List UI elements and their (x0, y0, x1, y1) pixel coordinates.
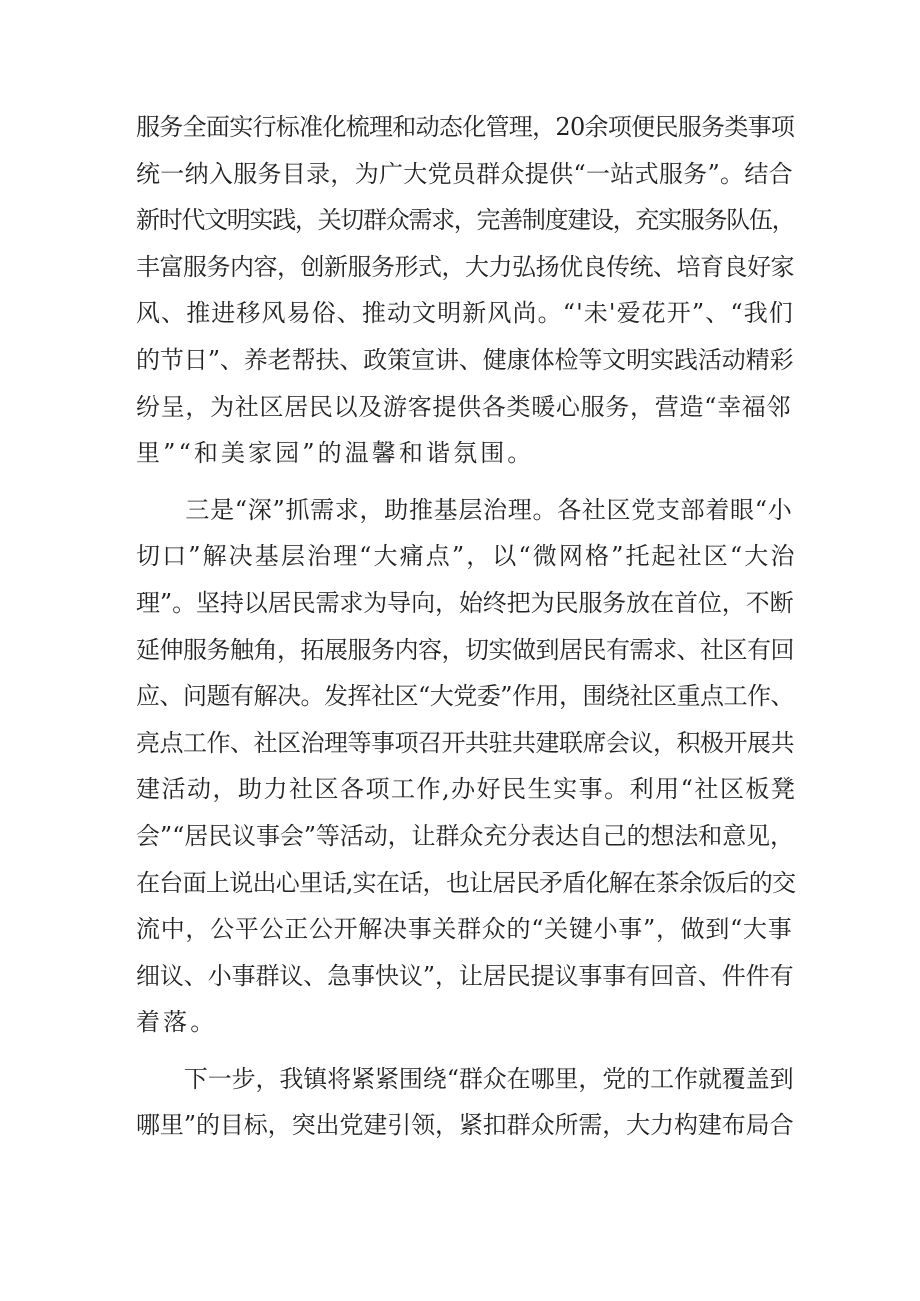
text-line: 流中，公平公正公开解决事关群众的“关键小事”，做到“大事 (136, 915, 793, 944)
text-line: 服务全面实行标准化梳理和动态化管理，20余项便民服务类事项 (136, 113, 795, 141)
text-line: 建活动，助力社区各项工作,办好民生实事。利用“社区板凳 (136, 775, 797, 804)
text-line: 延伸服务触角，拓展服务内容，切实做到居民有需求、社区有回 (136, 635, 794, 664)
text-line: 亮点工作、社区治理等事项召开共驻共建联席会议，积极开展共 (136, 728, 794, 757)
text-line: 风、推进移风易俗、推动文明新风尚。“'未'爱花开”、“我们 (136, 299, 794, 328)
text-line: 着落。 (136, 1008, 218, 1037)
text-line: 理”。坚持以居民需求为导向，始终把为民服务放在首位，不断 (136, 588, 794, 617)
text-line: 在台面上说出心里话,实在话，也让居民矛盾化解在茶余饭后的交 (136, 868, 796, 897)
paragraph-spacer (136, 1046, 796, 1056)
text-line: 里”“和美家园”的温馨和谐氛围。 (136, 439, 535, 468)
text-line: 会”“居民议事会”等活动，让群众充分表达自己的想法和意见， (136, 821, 794, 850)
document-body (136, 104, 796, 1149)
text-line: 新时代文明实践，关切群众需求，完善制度建设，充实服务队伍， (136, 206, 795, 235)
text-line: 的节日”、养老帮扶、政策宣讲、健康体检等文明实践活动精彩 (136, 345, 794, 374)
paragraph-2 (136, 487, 796, 1046)
text-line: 纷呈，为社区居民以及游客提供各类暖心服务，营造“幸福邻 (136, 392, 792, 421)
text-line: 下一步，我镇将紧紧围绕“群众在哪里，党的工作就覆盖到 (136, 1064, 794, 1093)
text-line: 应、问题有解决。发挥社区“大党委”作用，围绕社区重点工作、 (136, 682, 795, 711)
text-line: 哪里”的目标，突出党建引领，紧扣群众所需，大力构建布局合 (136, 1111, 794, 1140)
paragraph-spacer (136, 477, 796, 487)
paragraph-3 (136, 1056, 796, 1149)
text-line: 细议、小事群议、急事快议”，让居民提议事事有回音、件件有 (136, 961, 794, 990)
text-line: 三是“深”抓需求，助推基层治理。各社区党支部着眼“小 (136, 495, 793, 524)
paragraph-1 (136, 104, 796, 477)
text-line: 统一纳入服务目录，为广大党员群众提供“一站式服务”。结合 (136, 159, 793, 188)
text-line: 丰富服务内容，创新服务形式，大力弘扬优良传统、培育良好家 (136, 252, 794, 281)
text-line: 切口”解决基层治理“大痛点”，以“微网格”托起社区“大治 (136, 542, 797, 571)
